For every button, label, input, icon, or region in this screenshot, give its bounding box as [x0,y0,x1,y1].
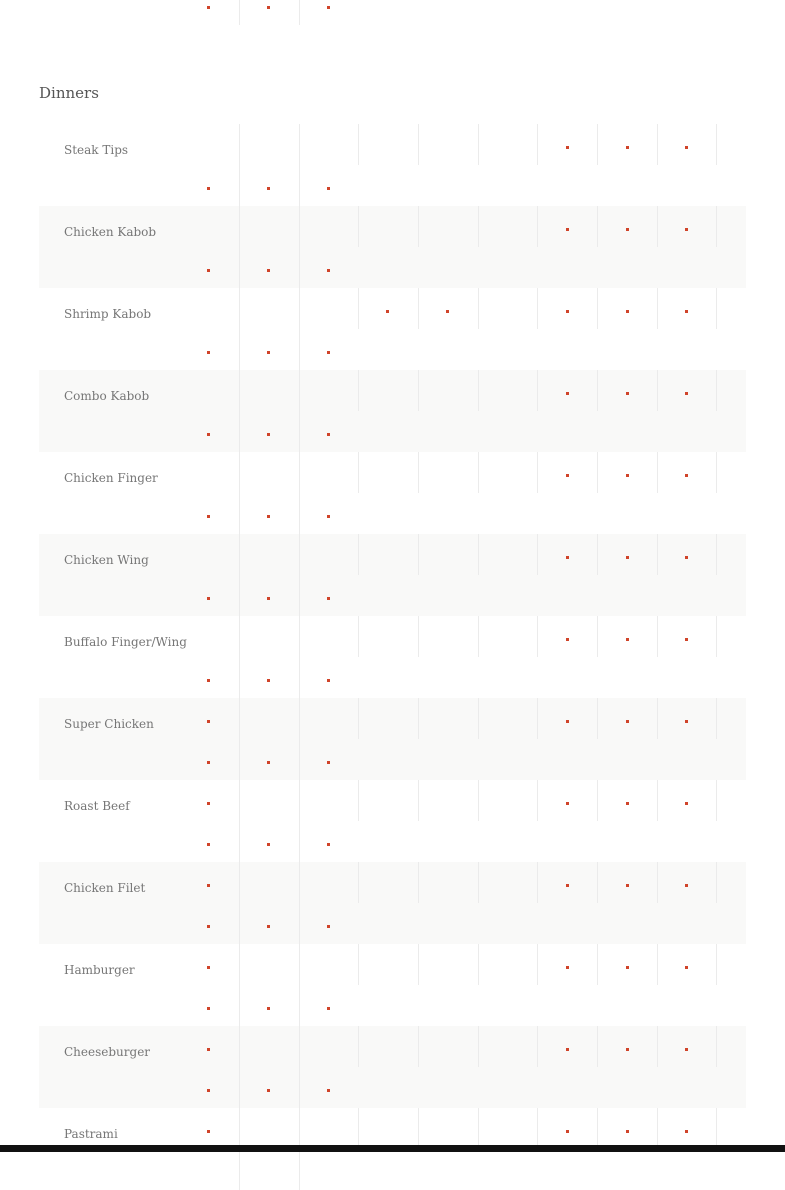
column-divider [478,206,479,247]
availability-mark [207,433,210,436]
column-divider [358,1026,359,1067]
availability-mark [207,1007,210,1010]
availability-mark [685,720,688,723]
menu-item-name: Chicken Filet [64,881,146,895]
column-divider [537,1108,538,1149]
column-divider [358,370,359,411]
column-divider [537,616,538,657]
availability-mark [446,310,449,313]
availability-mark [566,228,569,231]
column-divider [597,370,598,411]
availability-mark [327,843,330,846]
availability-mark [685,802,688,805]
column-divider [657,124,658,165]
availability-mark [327,1089,330,1092]
availability-mark [207,6,210,9]
column-divider [597,288,598,329]
table-row [39,862,746,944]
availability-mark [207,351,210,354]
availability-mark [267,925,270,928]
column-divider [537,370,538,411]
column-divider [358,206,359,247]
menu-item-name: Chicken Kabob [64,225,157,239]
availability-mark [626,638,629,641]
availability-mark [327,515,330,518]
column-divider [478,1108,479,1149]
availability-mark [267,433,270,436]
availability-mark [267,761,270,764]
column-divider [239,698,240,780]
availability-mark [566,474,569,477]
availability-mark [566,392,569,395]
availability-mark [626,1130,629,1133]
menu-item-name: Chicken Finger [64,471,158,485]
menu-item-name: Buffalo Finger/Wing [64,635,187,649]
column-divider [478,780,479,821]
column-divider [239,944,240,1026]
column-divider [418,452,419,493]
column-divider [537,124,538,165]
column-divider [478,1026,479,1067]
column-divider [478,288,479,329]
column-divider [299,370,300,452]
availability-mark [626,720,629,723]
column-divider [597,534,598,575]
column-divider [478,124,479,165]
column-divider [299,780,300,862]
table-row [39,370,746,452]
column-divider [418,616,419,657]
column-divider [716,862,717,903]
availability-mark [386,310,389,313]
column-divider [657,616,658,657]
column-divider [418,780,419,821]
table-row [39,124,746,206]
availability-mark [626,474,629,477]
column-divider [597,124,598,165]
menu-item-name: Shrimp Kabob [64,307,152,321]
table-row [39,206,746,288]
column-divider [537,288,538,329]
menu-item-name: Super Chicken [64,717,154,731]
availability-mark [207,1089,210,1092]
previous-row-fragment [39,0,746,25]
availability-mark [207,1048,210,1051]
column-divider [418,370,419,411]
availability-mark [566,1048,569,1051]
column-divider [716,944,717,985]
column-divider [358,288,359,329]
table-row [39,288,746,370]
availability-mark [626,146,629,149]
availability-mark [267,515,270,518]
availability-mark [207,966,210,969]
column-divider [299,616,300,698]
column-divider [299,124,300,206]
column-divider [358,944,359,985]
availability-mark [685,310,688,313]
column-divider [358,862,359,903]
availability-mark [207,761,210,764]
availability-mark [207,884,210,887]
column-divider [239,616,240,698]
column-divider [478,616,479,657]
column-divider [716,370,717,411]
table-row [39,780,746,862]
availability-mark [685,884,688,887]
column-divider [716,452,717,493]
column-divider [597,780,598,821]
dinners-table [39,124,746,1190]
column-divider [716,288,717,329]
availability-mark [685,1130,688,1133]
column-divider [299,452,300,534]
column-divider [418,1026,419,1067]
column-divider [418,124,419,165]
menu-item-name: Pastrami [64,1127,118,1141]
column-divider [597,862,598,903]
section-title: Dinners [39,84,99,102]
column-divider [239,452,240,534]
availability-mark [566,638,569,641]
column-divider [239,0,240,25]
availability-mark [207,843,210,846]
availability-mark [207,269,210,272]
availability-mark [267,1007,270,1010]
column-divider [358,1108,359,1149]
column-divider [597,1026,598,1067]
column-divider [537,534,538,575]
availability-mark [685,556,688,559]
availability-mark [566,966,569,969]
availability-mark [327,597,330,600]
column-divider [716,616,717,657]
availability-mark [626,884,629,887]
column-divider [657,1026,658,1067]
availability-mark [207,802,210,805]
column-divider [478,944,479,985]
column-divider [478,534,479,575]
availability-mark [327,679,330,682]
column-divider [478,370,479,411]
column-divider [478,698,479,739]
availability-mark [207,1130,210,1133]
column-divider [597,452,598,493]
column-divider [358,780,359,821]
column-divider [418,534,419,575]
availability-mark [566,1130,569,1133]
column-divider [358,124,359,165]
column-divider [358,534,359,575]
availability-mark [566,720,569,723]
availability-mark [566,310,569,313]
column-divider [418,206,419,247]
column-divider [597,616,598,657]
availability-mark [685,966,688,969]
column-divider [239,288,240,370]
availability-mark [327,761,330,764]
availability-mark [267,6,270,9]
availability-mark [327,6,330,9]
column-divider [418,944,419,985]
column-divider [657,370,658,411]
column-divider [239,862,240,944]
availability-mark [685,228,688,231]
availability-mark [626,966,629,969]
column-divider [716,206,717,247]
column-divider [537,862,538,903]
column-divider [537,944,538,985]
availability-mark [267,351,270,354]
column-divider [597,1108,598,1149]
column-divider [657,534,658,575]
column-divider [597,698,598,739]
column-divider [418,288,419,329]
availability-mark [327,1007,330,1010]
availability-mark [267,597,270,600]
availability-mark [685,1048,688,1051]
column-divider [478,452,479,493]
column-divider [418,1108,419,1149]
menu-item-name: Combo Kabob [64,389,150,403]
menu-item-name: Roast Beef [64,799,130,813]
availability-mark [626,228,629,231]
column-divider [239,124,240,206]
column-divider [537,698,538,739]
column-divider [239,534,240,616]
availability-mark [327,351,330,354]
availability-mark [267,1089,270,1092]
availability-mark [327,269,330,272]
column-divider [299,534,300,616]
menu-item-name: Cheeseburger [64,1045,151,1059]
column-divider [537,1026,538,1067]
menu-item-name: Hamburger [64,963,135,977]
availability-mark [626,556,629,559]
menu-item-name: Steak Tips [64,143,129,157]
availability-mark [207,925,210,928]
table-row [39,1026,746,1108]
table-row [39,616,746,698]
column-divider [299,288,300,370]
column-divider [299,1026,300,1108]
availability-mark [566,802,569,805]
availability-mark [207,515,210,518]
column-divider [597,944,598,985]
column-divider [657,452,658,493]
availability-mark [207,720,210,723]
column-divider [478,862,479,903]
column-divider [657,288,658,329]
availability-mark [626,310,629,313]
column-divider [657,698,658,739]
availability-mark [327,433,330,436]
column-divider [537,780,538,821]
column-divider [239,1026,240,1108]
column-divider [239,370,240,452]
column-divider [716,698,717,739]
availability-mark [267,679,270,682]
availability-mark [685,392,688,395]
availability-mark [626,392,629,395]
column-divider [418,862,419,903]
availability-mark [267,843,270,846]
column-divider [657,206,658,247]
column-divider [716,1108,717,1149]
availability-mark [207,679,210,682]
availability-mark [327,187,330,190]
column-divider [299,0,300,25]
column-divider [716,780,717,821]
availability-mark [267,269,270,272]
availability-mark [685,638,688,641]
column-divider [597,206,598,247]
column-divider [239,780,240,862]
column-divider [657,780,658,821]
availability-mark [566,884,569,887]
column-divider [716,534,717,575]
availability-mark [327,925,330,928]
column-divider [239,206,240,288]
availability-mark [685,474,688,477]
column-divider [299,944,300,1026]
column-divider [358,452,359,493]
column-divider [537,452,538,493]
availability-mark [685,146,688,149]
column-divider [657,1108,658,1149]
availability-mark [626,1048,629,1051]
availability-mark [207,597,210,600]
column-divider [418,698,419,739]
availability-mark [566,556,569,559]
availability-mark [267,187,270,190]
column-divider [299,206,300,288]
table-row [39,698,746,780]
column-divider [358,616,359,657]
column-divider [716,124,717,165]
column-divider [299,698,300,780]
column-divider [657,944,658,985]
bottom-bar [0,1145,785,1152]
column-divider [716,1026,717,1067]
column-divider [537,206,538,247]
table-row [39,452,746,534]
availability-mark [626,802,629,805]
availability-mark [207,187,210,190]
column-divider [358,698,359,739]
table-row [39,944,746,1026]
column-divider [299,862,300,944]
availability-mark [566,146,569,149]
menu-item-name: Chicken Wing [64,553,149,567]
column-divider [657,862,658,903]
table-row [39,534,746,616]
